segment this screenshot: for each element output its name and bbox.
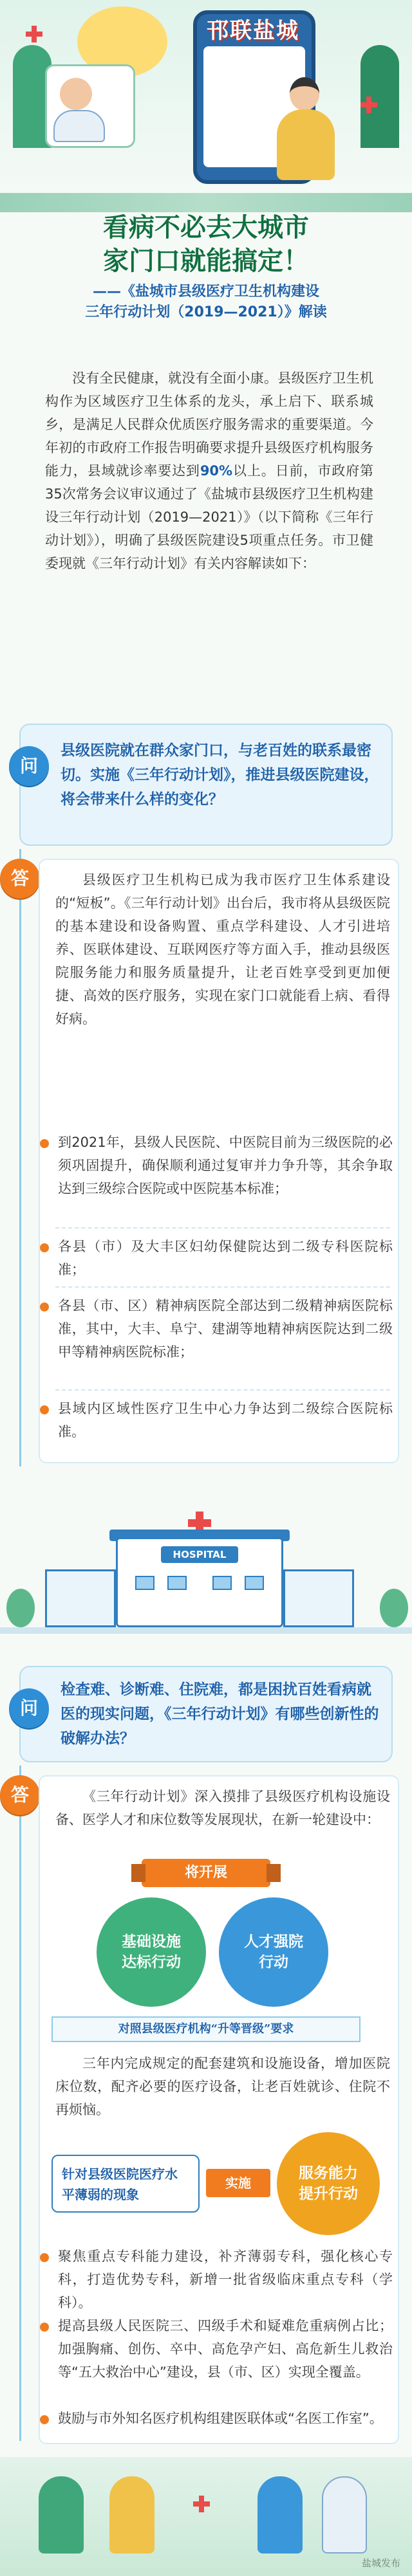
answer-1-bullet-4: 县域内区域性医疗卫生中心力争达到二级综合医院标准。 [58, 1401, 393, 1439]
brand-logo: 邗联盐城 [207, 18, 299, 44]
woman-head-icon [290, 77, 319, 111]
answer-1-text: 县级医疗卫生机构已成为我市医疗卫生体系建设的“短板”。《三年行动计划》出台后，我市将从县级医院的基本建设和设备购置、重点学科建设、人才引进培养、医联体建设、互联网医疗等方面入手，推动县级医院服务能力和服务质量提升，让老百姓享受到更加便捷、高效的医疗服务，实现在家门口就能看上病、看得好病。 [55, 872, 390, 1027]
talent-action-circle: 人才强院行动 [219, 1897, 328, 2007]
person-icon [258, 2476, 303, 2553]
infrastructure-action-circle: 基础设施达标行动 [97, 1897, 206, 2007]
answer-2-line [19, 1766, 21, 2441]
woman-illustration [270, 77, 341, 187]
ribbon-label: 将开展 [142, 1859, 270, 1887]
woman-body-icon [277, 109, 335, 180]
answer-2-text2: 三年内完成规定的配套建筑和设施设备，增加医院床位数，配齐必要的医疗设备，让老百姓就诊、住院不再烦恼。 [55, 2056, 390, 2117]
tree-icon [380, 1589, 408, 1627]
bullet-dot-icon [40, 1405, 49, 1414]
answer-2-bullet-3: 鼓励与市外知名医疗机构组建医联体或“名医工作室”。 [58, 2411, 383, 2426]
hospital-window [212, 1576, 232, 1590]
question-icon: 问 [9, 1688, 49, 1728]
upgrade-requirement-banner: 对照县级医疗机构“升等晋级”要求 [52, 2016, 360, 2042]
footer-illustration [0, 2457, 412, 2576]
bullet-divider [55, 1227, 390, 1229]
question-icon: 问 [9, 746, 49, 786]
medical-cross-icon [360, 96, 377, 113]
hospital-left-wing [45, 1569, 116, 1627]
footer-credit: 盐城发布 [361, 2557, 400, 2569]
bullet-dot-icon [40, 1139, 49, 1148]
bullet-divider [55, 1389, 390, 1391]
hospital-window [135, 1576, 154, 1590]
person-icon [39, 2476, 84, 2553]
tree-icon [6, 1589, 35, 1627]
bullet-divider [55, 1286, 390, 1288]
bullet-dot-icon [40, 2253, 49, 2262]
answer-2-bullet-1: 聚焦重点专科能力建设，补齐薄弱专科，强化核心专科，打造优势专科，新增一批省级临床重点专科（学科）。 [58, 2249, 393, 2310]
bullet-dot-icon [40, 2415, 49, 2424]
article-title-block [0, 211, 412, 323]
doctor-card-illustration [45, 64, 135, 148]
subtitle-line2: 三年行动计划（2019—2021）》解读 [85, 304, 327, 320]
hospital-sign: HOSPITAL [161, 1546, 238, 1563]
answer-1-line [19, 849, 21, 1466]
page-title-line2: 家门口就能搞定！ [103, 246, 309, 276]
doctor-icon [322, 2476, 367, 2553]
answer-icon: 答 [0, 1775, 40, 1815]
doctor-coat-icon [53, 110, 105, 142]
intro-text-b: 以上。日前，市政府第35次常务会议审议通过了《盐城市县级医疗卫生机构建设三年行动计划（2019—2021）》（以下简称《三年行动计划》），明确了县级医院建设5项重点任务。市卫健委现就《三年行动计划》有关内容解读如下： [45, 463, 373, 571]
hospital-ground [0, 1627, 412, 1634]
service-capacity-circle: 服务能力提升行动 [277, 2132, 380, 2235]
hospital-right-wing [283, 1569, 354, 1627]
answer-1-bullet-2: 各县（市）及大丰区妇幼保健院达到二级专科医院标准； [58, 1239, 393, 1277]
subtitle-line1: ——《盐城市县级医疗卫生机构建设 [92, 284, 319, 300]
answer-1-bullet-1: 到2021年，县级人民医院、中医院目前为三级医院的必须巩固提升，确保顺利通过复审并力争升等，其余争取达到三级综合医院或中医院基本标准； [58, 1135, 393, 1196]
doctor-head-icon [60, 78, 92, 110]
answer-1-bullet-3: 各县（市、区）精神病医院全部达到二级精神病医院标准，其中，大丰、阜宁、建湖等地精神病医院达到二级甲等精神病医院标准； [58, 1298, 393, 1360]
intro-text-a: 没有全民健康，就没有全面小康。县级医疗卫生机构作为区域医疗卫生体系的龙头，承上启下、联系城乡，是满足人民群众优质医疗服务需求的重要渠道。今年初的市政府工作报告明确要求提升县级医疗机构服务能力，县域就诊率要达到 [45, 370, 373, 479]
page-title-line1: 看病不必去大城市 [103, 212, 309, 242]
page-subtitle [0, 282, 412, 323]
question-2-text: 检查难、诊断难、住院难，都是困扰百姓看病就医的现实问题，《三年行动计划》有哪些创新性的破解办法？ [61, 1681, 379, 1747]
question-1-text: 县级医院就在群众家门口，与老百姓的联系最密切。实施《三年行动计划》，推进县级医院建设，将会带来什么样的变化？ [61, 742, 379, 808]
medical-cross-icon [26, 26, 42, 42]
answer-2-bullet-2: 提高县级人民医院三、四级手术和疑难危重病例占比；加强胸痛、创伤、卒中、高危孕产妇、高危新生儿救治等“五大救治中心”建设，县（市、区）实现全覆盖。 [58, 2318, 393, 2380]
intro-highlight: 90% [200, 463, 233, 479]
ground-strip [0, 193, 412, 212]
weak-level-box: 针对县级医院医疗水平薄弱的现象 [52, 2155, 200, 2213]
answer-icon: 答 [0, 859, 40, 899]
hospital-window [245, 1576, 264, 1590]
bullet-dot-icon [40, 2323, 49, 2332]
intro-paragraph [45, 367, 373, 575]
person-icon [109, 2476, 154, 2553]
hospital-window [167, 1576, 187, 1590]
answer-2-intro: 《三年行动计划》深入摸排了县级医疗机构设施设备、医学人才和床位数等发展现状，在新一轮建设中： [55, 1789, 390, 1827]
medical-cross-icon [193, 2496, 210, 2512]
hero-illustration [0, 0, 412, 212]
hospital-illustration [39, 1512, 373, 1634]
implement-arrow: 实施 [206, 2169, 270, 2197]
bullet-dot-icon [40, 1243, 49, 1252]
bullet-dot-icon [40, 1302, 49, 1311]
